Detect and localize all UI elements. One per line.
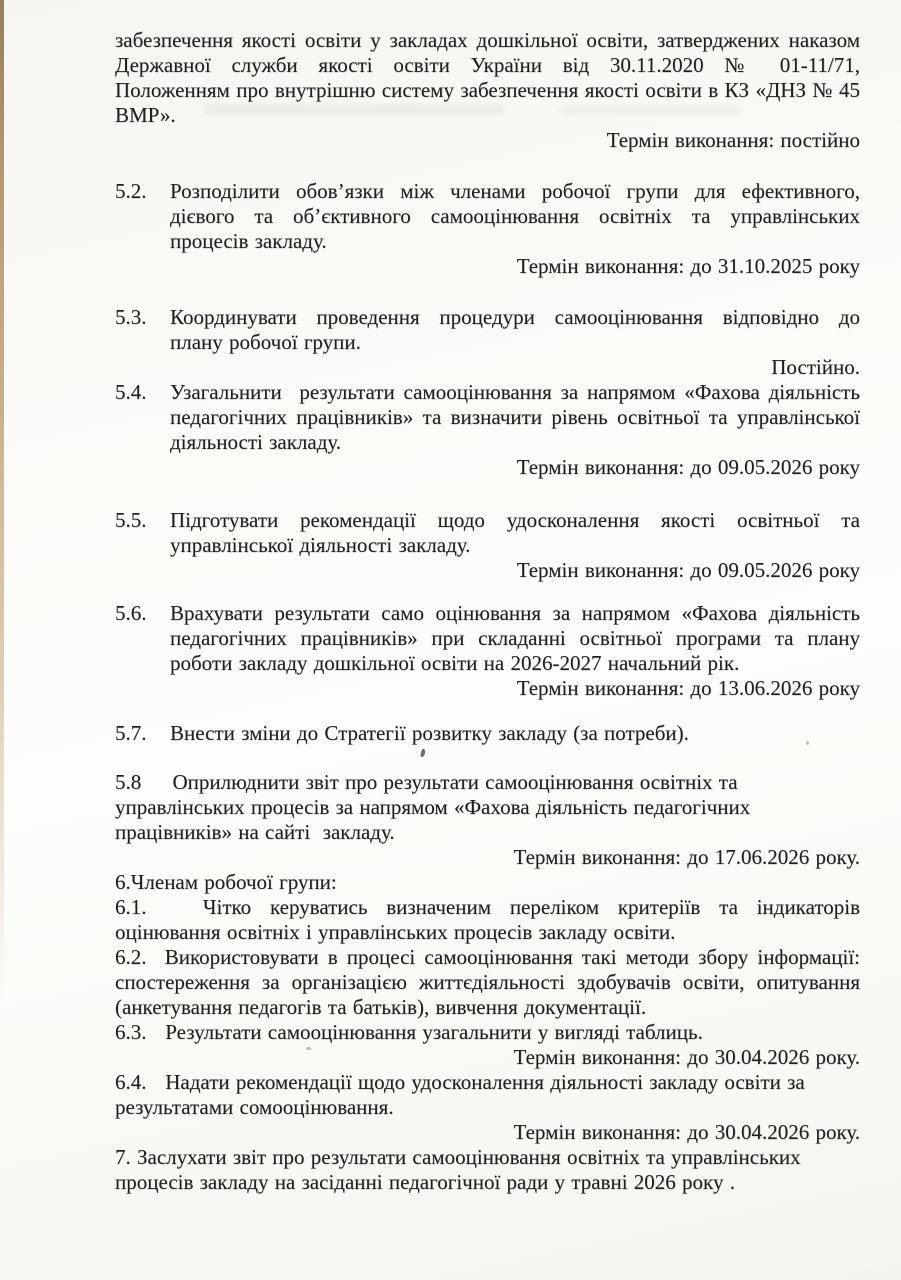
block-item-5.7 [115,721,860,746]
block-8 [115,870,860,895]
term-line: Термін виконання: до 30.04.2026 року. [513,1120,860,1144]
text-line: роботи закладу дошкільної освіти на 2026-2027 начальний рік. [170,651,740,675]
text-line: Узагальнити результати самооцінювання за напрямом «Фахова діяльність [170,380,860,404]
text-line: процесів закладу на засіданні педагогічної ради у травні 2026 року . [115,1170,735,1194]
text-line: спостереження за організацією життєдіяльності здобувачів освіти, опитування [115,970,860,994]
term-line: Термін виконання: до 13.06.2026 року [516,676,860,700]
block-7 [115,770,860,870]
block-11 [115,1020,860,1070]
text-line: педагогічних працівників» та визначити рівень освітньої та управлінської [170,405,860,429]
block-item-5.2 [115,179,860,279]
text-line: плану робочої групи. [170,330,361,354]
text-line: оцінювання освітніх і управлінських процесів закладу освіти. [115,920,676,944]
text-line: педагогічних працівників» при складанні освітньої програми та плану [170,626,860,650]
text-line: діяльності закладу. [170,430,342,454]
term-line: Термін виконання: постійно [606,128,860,152]
item-number: 5.7. [115,721,147,745]
text-line: 7. Заслухати звіт про результати самооцінювання освітніх та управлінських [115,1145,801,1169]
scan-left-edge [0,0,4,998]
text-line: (анкетування педагогів та батьків), вивчення документації. [115,995,647,1019]
item-number: 5.5. [115,508,147,532]
text-line: 5.8 Оприлюднити звіт про результати самооцінювання освітніх та [115,770,738,794]
text-line: управлінської діяльності закладу. [170,533,471,557]
text-line: 6.Членам робочої групи: [115,870,337,894]
text-line: Державної служби якості освіти України від 30.11.2020 № 01-11/71, [115,53,860,77]
block-item-5.5 [115,508,860,583]
term-line: Термін виконання: до 17.06.2026 року. [513,845,860,869]
block-13 [115,1145,860,1195]
block-12 [115,1070,860,1145]
text-line: Врахувати результати само оцінювання за напрямом «Фахова діяльність [170,601,860,625]
text-line: результатами сомооцінювання. [115,1095,394,1119]
block-item-5.4 [115,380,860,480]
block-item-5.6 [115,601,860,701]
term-line: Постійно. [771,355,860,379]
text-line: працівників» на сайті закладу. [115,820,395,844]
document-content [115,28,860,1195]
text-line: дієвого та об’єктивного самооцінювання освітніх та управлінських [170,204,860,228]
term-line: Термін виконання: до 09.05.2026 року [516,558,860,582]
text-line: процесів закладу. [170,229,327,253]
text-line: 6.3. Результати самооцінювання узагальнити у вигляді таблиць. [115,1020,703,1044]
text-line: Розподілити обов’язки між членами робочої групи для ефективного, [170,179,860,203]
scan-speck [306,1047,311,1050]
term-line: Термін виконання: до 31.10.2025 року [516,254,860,278]
text-line: 6.4. Надати рекомендації щодо удосконалення діяльності закладу освіти за [115,1070,805,1094]
block-10 [115,945,860,1020]
scan-speck [806,741,809,745]
block-9 [115,895,860,945]
block-item-5.3 [115,305,860,380]
term-line: Термін виконання: до 30.04.2026 року. [513,1045,860,1069]
text-line: забезпечення якості освіти у закладах дошкільної освіти, затверджених наказом [115,28,860,52]
item-number: 5.6. [115,601,147,625]
text-line: управлінських процесів за напрямом «Фахова діяльність педагогічних [115,795,751,819]
item-number: 5.3. [115,305,147,329]
text-line: Внести зміни до Стратегії розвитку закладу (за потреби). [170,721,689,745]
text-line: ВМР». [115,103,176,127]
text-line: 6.2. Використовувати в процесі самооцінювання такі методи збору інформації: [115,945,860,969]
item-number: 5.2. [115,179,147,203]
text-line: Підготувати рекомендації щодо удосконалення якості освітньої та [170,508,860,532]
item-number: 5.4. [115,380,147,404]
text-line: 6.1. Чітко керуватись визначеним переліком критеріїв та індикаторів [115,895,860,919]
text-line: Координувати проведення процедури самооцінювання відповідно до [170,305,860,329]
term-line: Термін виконання: до 09.05.2026 року [516,455,860,479]
block-0 [115,28,860,153]
text-line: Положенням про внутрішню систему забезпечення якості освіти в КЗ «ДНЗ № 45 [115,78,860,102]
